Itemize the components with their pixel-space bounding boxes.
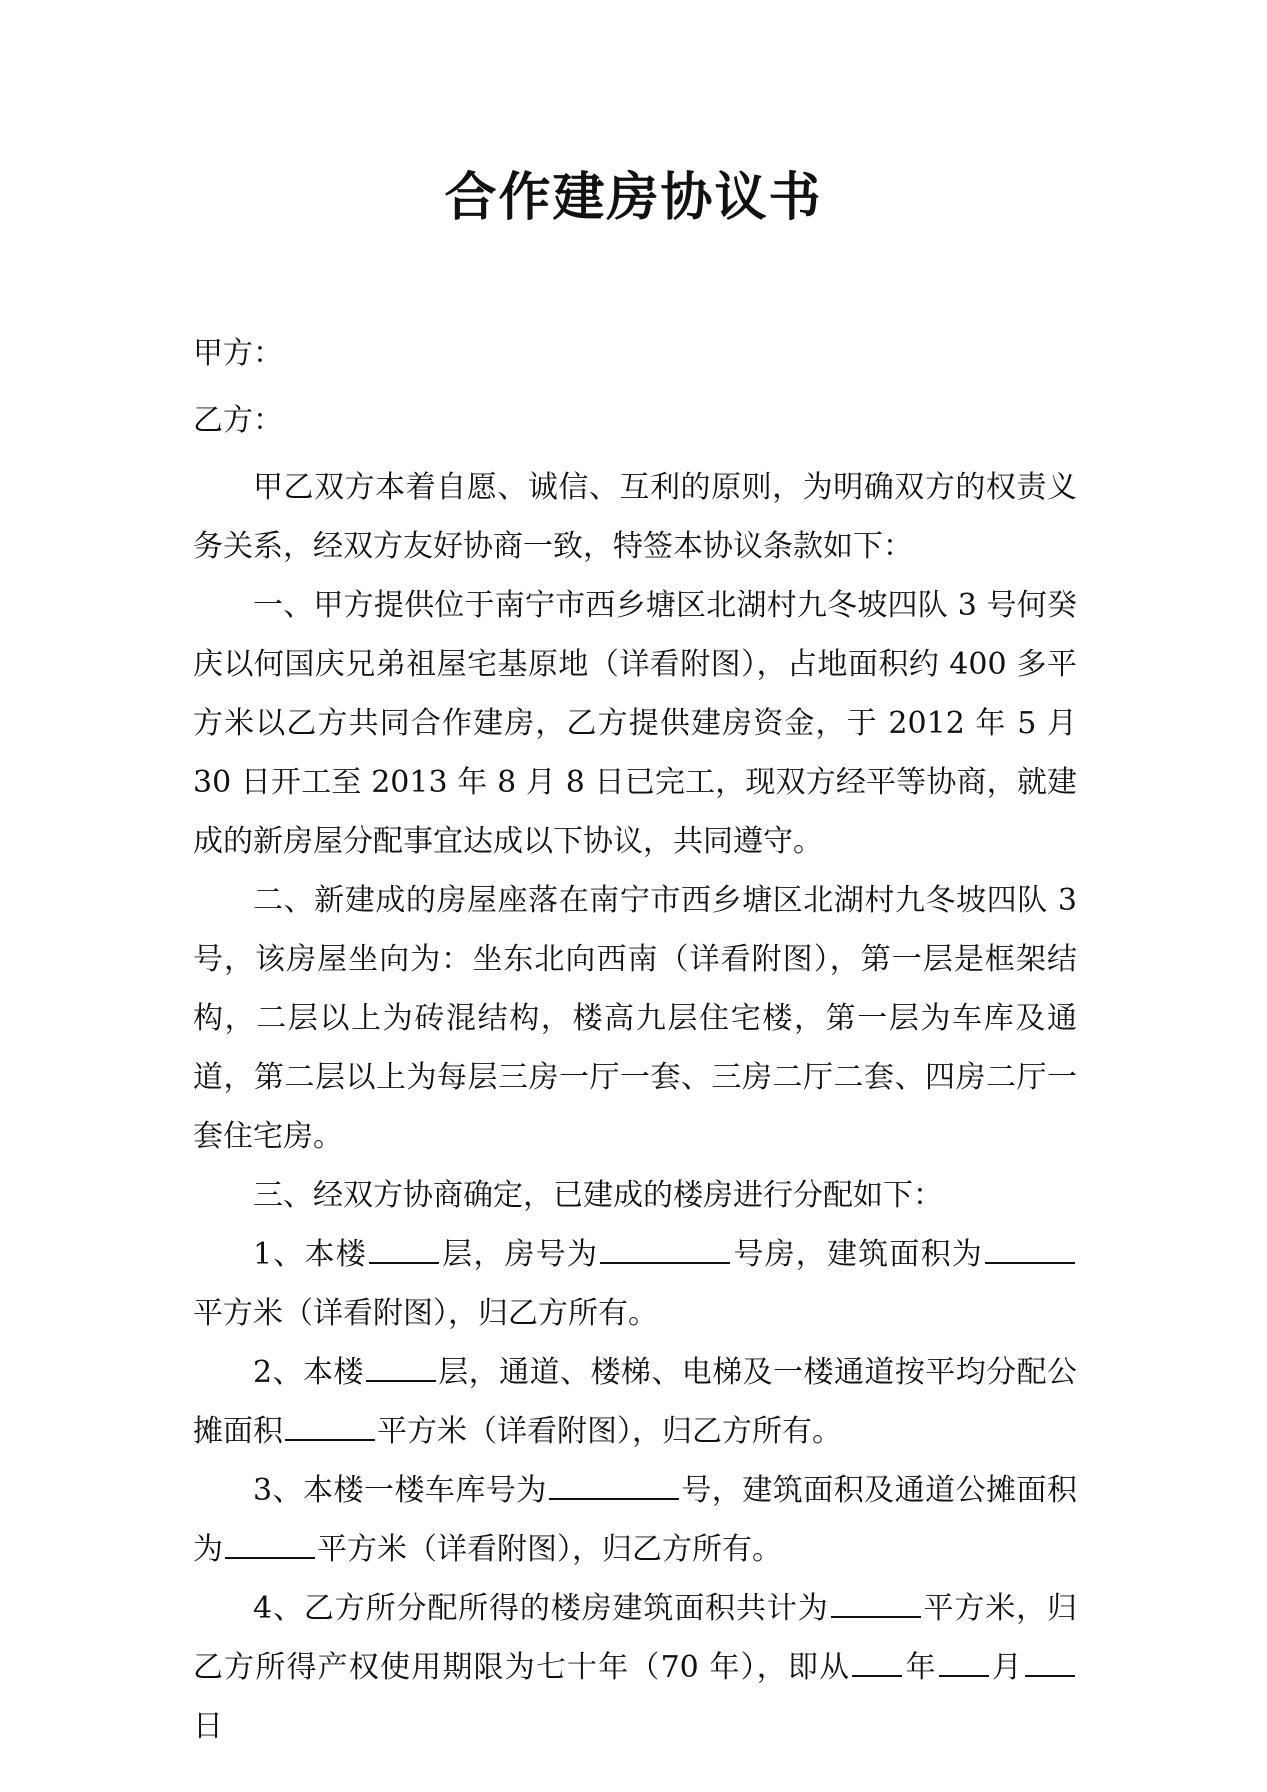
garage-number-blank[interactable] — [549, 1468, 679, 1500]
item-2-text-2: 层，通道、楼梯、电梯及一楼通道按平均分配公摊面积 — [193, 1355, 1078, 1449]
document-body — [193, 324, 1077, 1756]
item-2 — [193, 1343, 1077, 1461]
area-blank[interactable] — [985, 1232, 1075, 1264]
room-number-blank[interactable] — [600, 1232, 730, 1264]
item-2-text-1: 2、本楼 — [253, 1355, 364, 1390]
item-1-text-1: 1、本楼 — [253, 1237, 367, 1272]
total-area-blank[interactable] — [831, 1586, 921, 1618]
item-1-text-4: 平方米（详看附图），归乙方所有。 — [193, 1296, 658, 1331]
intro-paragraph: 甲乙双方本着自愿、诚信、互利的原则，为明确双方的权责义务关系，经双方友好协商一致，特签本协议条款如下： — [193, 470, 1077, 564]
party-a-label: 甲方： — [193, 336, 283, 371]
item-1-text-3: 号房，建筑面积为 — [732, 1237, 984, 1272]
item-2-text-3: 平方米（详看附图），归乙方所有。 — [377, 1414, 842, 1449]
item-4-text-5: 日 — [193, 1709, 223, 1744]
item-4-text-4: 月 — [990, 1650, 1023, 1685]
item-3 — [193, 1461, 1077, 1579]
floor-blank[interactable] — [366, 1350, 436, 1382]
party-b-label: 乙方： — [193, 403, 283, 438]
item-4-text-1: 4、乙方所分配所得的楼房建筑面积共计为 — [253, 1591, 829, 1626]
garage-area-blank[interactable] — [225, 1527, 315, 1559]
year-blank[interactable] — [852, 1645, 902, 1677]
item-4-text-2: 平方米，归乙方所得产权使用期限为七十年（70 年），即从 — [193, 1591, 1077, 1685]
month-blank[interactable] — [939, 1645, 989, 1677]
day-blank[interactable] — [1025, 1645, 1075, 1677]
item-1 — [193, 1225, 1077, 1343]
item-3-text-2: 号，建筑面积及通道公摊面积为 — [193, 1473, 1078, 1567]
item-3-text-3: 平方米（详看附图），归乙方所有。 — [317, 1532, 782, 1567]
floor-blank[interactable] — [369, 1232, 439, 1264]
shared-area-blank[interactable] — [285, 1409, 375, 1441]
document-title: 合作建房协议书 — [444, 167, 823, 228]
clause-1: 一、甲方提供位于南宁市西乡塘区北湖村九冬坡四队 3 号何癸庆以何国庆兄弟祖屋宅基原地（详看附图），占地面积约 400 多平方米以乙方共同合作建房，乙方提供建房资金，于 2012 年 5 月 30 日开工至 2013 年 8 月 8 日已完工，现双方经平等协商，就建成的新房屋分配事宜达成以下协议，共同遵守。 — [193, 588, 1077, 859]
item-1-text-2: 层，房号为 — [440, 1237, 599, 1272]
clause-2: 二、新建成的房屋座落在南宁市西乡塘区北湖村九冬坡四队 3 号，该房屋坐向为：坐东北向西南（详看附图），第一层是框架结构，二层以上为砖混结构，楼高九层住宅楼，第一层为车库及通道，第二层以上为每层三房一厅一套、三房二厅二套、四房二厅一套住宅房。 — [193, 883, 1077, 1154]
clause-3: 三、经双方协商确定，已建成的楼房进行分配如下： — [253, 1178, 943, 1213]
item-4-text-3: 年 — [904, 1650, 937, 1685]
item-3-text-1: 3、本楼一楼车库号为 — [253, 1473, 547, 1508]
item-4 — [193, 1579, 1077, 1756]
